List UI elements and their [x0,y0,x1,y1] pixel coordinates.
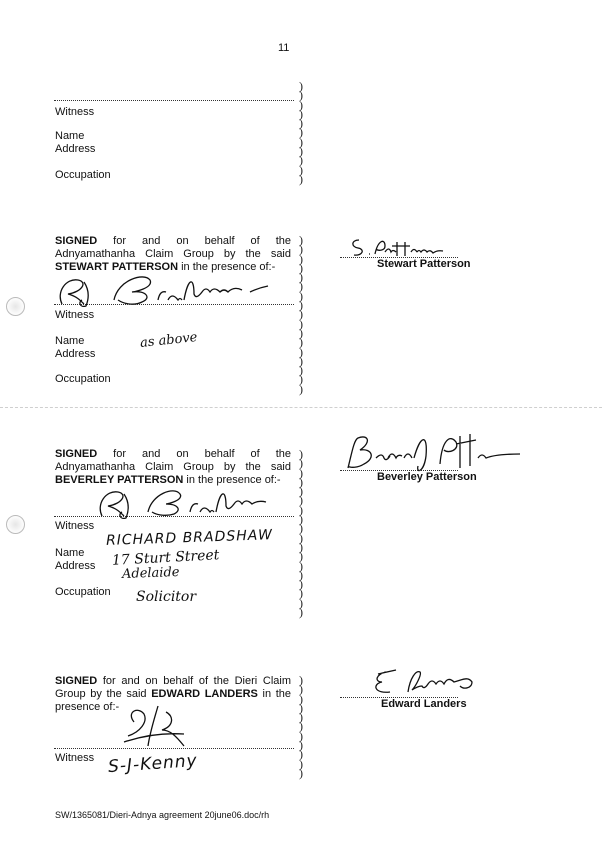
occupation-label-1: Occupation [55,169,111,181]
edward-landers-signature [368,664,488,698]
punch-hole-top [6,297,25,316]
name-label-1: Name [55,130,85,142]
signer-name-bold: BEVERLEY PATTERSON [55,474,184,486]
witness-line-4 [54,748,294,749]
witness-label-2: Witness [55,309,95,321]
signed-post: in the presence of:- [178,261,276,273]
signed-keyword: SIGNED [55,675,98,687]
bracket-2: ) ) ) ) ) ) ) ) ) ) ) ) ) ) ) ) ) [299,233,303,396]
signer-name-bold: STEWART PATTERSON [55,261,179,273]
witness-line-3 [54,516,294,517]
signed-post: in the presence of:- [183,474,281,486]
witness-label-4: Witness [55,752,95,764]
signed-text: for and on behalf of the Dieri Claim Group by the said [55,675,291,700]
signed-post: in the presence of:- [55,688,291,713]
handwritten-address-line-2: Adelaide [121,565,180,582]
address-label-3: Address [55,560,96,572]
signatory-name-2: Stewart Patterson [377,258,471,270]
bracket-1: ) ) ) ) ) ) ) ) ) ) ) [299,79,303,186]
address-label-2: Address [55,348,96,360]
handwritten-name-3: RICHARD BRADSHAW [105,527,274,549]
witness-line-1 [54,100,294,101]
punch-hole-bottom [6,515,25,534]
signed-text: for and on behalf of the Adnyamathanha Claim Group by the said [55,235,291,260]
signed-clause-2 [55,235,291,274]
signed-clause-3 [55,448,291,487]
occupation-label-2: Occupation [55,373,111,385]
signed-clause-4 [55,675,291,714]
occupation-label-3: Occupation [55,586,111,598]
name-label-3: Name [55,547,85,559]
handwritten-occupation-3: Solicitor [136,589,197,605]
fold-line [0,407,602,408]
signed-text: for and on behalf of the Adnyamathanha Claim Group by the said [55,448,291,473]
signer-name-bold: EDWARD LANDERS [151,688,258,700]
bracket-4: ) ) ) ) ) ) ) ) ) ) ) [299,673,303,780]
page-number: 11 [278,42,290,54]
name-label-2: Name [55,335,85,347]
handwritten-address-line-1: 17 Sturt Street [111,547,220,569]
signed-keyword: SIGNED [55,235,98,247]
signatory-name-3: Beverley Patterson [377,471,477,483]
document-reference-footer: SW/1365081/Dieri-Adnya agreement 20june06.doc/rh [55,810,270,820]
signed-keyword: SIGNED [55,448,98,460]
signatory-name-4: Edward Landers [381,698,467,710]
witness-label-1: Witness [55,106,95,118]
handwritten-witness-4: S-J-Kenny [107,750,199,778]
handwritten-as-above: as above [139,330,199,351]
beverley-patterson-signature [338,428,528,476]
witness-label-3: Witness [55,520,95,532]
witness-line-2 [54,304,294,305]
address-label-1: Address [55,143,96,155]
bracket-3: ) ) ) ) ) ) ) ) ) ) ) ) ) ) ) ) ) ) [299,447,303,620]
